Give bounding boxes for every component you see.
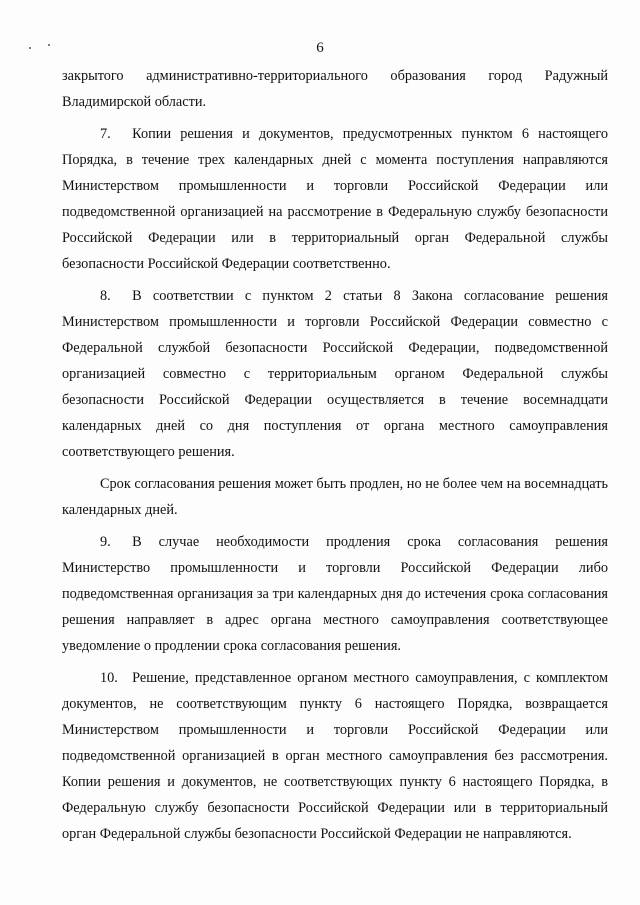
paragraph-extension-term: Срок согласования решения может быть продлен, но не более чем на восемнадцать календарных дней. [62, 476, 608, 518]
paragraph-continuation: закрытого административно-территориального образования город Радужный Владимирской области. [62, 68, 608, 110]
page-number: 6 [316, 40, 324, 56]
paragraph-item-7: 7. Копии решения и документов, предусмотренных пунктом 6 настоящего Порядка, в течение трех календарных дней с момента поступления направляются Министерством промышленности и торговли Российской Федерации или подведомственной организацией на рассмотрение в Федеральную службу безопасности Российской Федерации или в территориальный орган Федеральной службы безопасности Российской Федерации соответственно. [62, 126, 608, 272]
document-body [62, 64, 608, 848]
paragraph-item-9: 9. В случае необходимости продления срока согласования решения Министерство промышленности и торговли Российской Федерации либо подведомственная организация за три календарных дня до истечения срока согласования решения направляет в адрес органа местного самоуправления соответствующее уведомление о продлении срока согласования решения. [62, 534, 608, 655]
paragraph-item-10: 10. Решение, представленное органом местного самоуправления, с комплектом документов, не соответствующим пункту 6 настоящего Порядка, возвращается Министерством промышленности и торговли Российской Федерации или подведомственной организацией в орган местного самоуправления без рассмотрения. Копии решения и документов, не соответствующих пункту 6 настоящего Порядка, в Федеральную службу безопасности Российской Федерации или в территориальный орган Федеральной службы безопасности Российской Федерации не направляются. [62, 670, 608, 842]
paragraph-item-8: 8. В соответствии с пунктом 2 статьи 8 Закона согласование решения Министерством промышленности и торговли Российской Федерации совместно с Федеральной службой безопасности Российской Федерации, подведомственной организацией совместно с территориальным органом Федеральной службы безопасности Российской Федерации осуществляется в течение восемнадцати календарных дней со дня поступления от органа местного самоуправления соответствующего решения. [62, 288, 608, 460]
